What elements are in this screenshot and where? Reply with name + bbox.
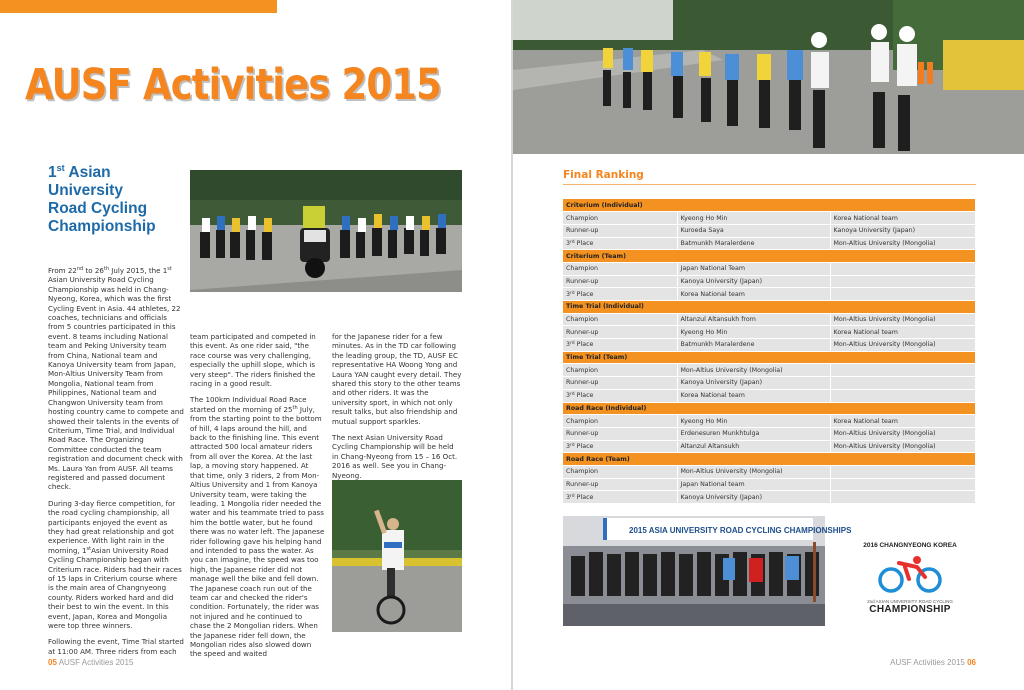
place-text: Runner-up xyxy=(566,379,599,387)
place-cell xyxy=(563,339,677,352)
table-row xyxy=(563,491,976,504)
group-heading: Time Trial (Individual) xyxy=(563,301,976,314)
text-span: From 22 xyxy=(48,266,77,275)
road-race-photo-image xyxy=(190,170,462,292)
name-cell: Mon-Altius University (Mongolia) xyxy=(677,465,830,478)
ranking-group-header xyxy=(563,301,976,314)
group-heading: Criterium (Team) xyxy=(563,250,976,263)
table-row xyxy=(563,364,976,377)
group-heading: Road Race (Team) xyxy=(563,453,976,466)
place-text: 3 xyxy=(566,341,571,349)
cyclist-icon xyxy=(875,553,945,593)
table-row xyxy=(563,389,976,402)
paragraph: for the Japanese rider for a few minutes. As in the TD car following the leading group, the TD, AUSF EC representative HA Woong Yong and Laura YAN caught every detail. They shared this story to the other teams and other riders. It was the university sport, in which not only result talks, but also friendship and mutual support sparkles. xyxy=(332,332,462,426)
final-ranking-table xyxy=(563,199,976,504)
logo-subtitle-line: 2nd ASIAN UNIVERSITY ROAD CYCLING xyxy=(867,599,953,604)
ordinal-number: 1 xyxy=(48,164,57,181)
table-row xyxy=(563,224,976,237)
heading-line1: Asian xyxy=(68,164,111,181)
heading-line3: Road Cycling xyxy=(48,200,148,217)
place-superscript: rd xyxy=(570,392,575,398)
place-cell xyxy=(563,491,677,504)
name-cell: Kanoya University (Japan) xyxy=(677,377,830,390)
paragraph: team participated and competed in this event. As one rider said, "the race course was very challenging, especially the uphill slope, which is very steep". The riders finished the racing in a good result. xyxy=(190,332,316,389)
table-row xyxy=(563,415,976,428)
page-footer-left xyxy=(48,658,133,667)
footer-text: AUSF Activities 2015 xyxy=(890,658,965,667)
place-superscript: rd xyxy=(570,442,575,448)
place-superscript: rd xyxy=(570,239,575,245)
place-text: Champion xyxy=(566,316,598,324)
team-cell: Mon-Altius University (Mongolia) xyxy=(830,313,976,326)
team-cell: Mon-Altius University (Mongolia) xyxy=(830,440,976,453)
place-cell xyxy=(563,275,677,288)
place-text: 3 xyxy=(566,290,571,298)
article-column-2 xyxy=(190,332,325,666)
table-row xyxy=(563,313,976,326)
place-text-rest: Place xyxy=(574,239,594,247)
heading-line4: Championship xyxy=(48,218,156,235)
group-heading: Time Trial (Team) xyxy=(563,351,976,364)
place-superscript: rd xyxy=(570,493,575,499)
place-text: 3 xyxy=(566,392,571,400)
text-span: Asian University Road Cycling Championship was held in Chang-Nyeong, Korea, which was the first Cycling Event in Asia. 44 athletes, 22 coaches, technicians and officials from 5 countries participated in this event. 8 teams including National team and Peking University team from China, National team and Kanoya University team from Japan, Mon-Altius University Team from Mongolia, National team from Philippines, National team and Changwon University team from hosting country came to compete and showed their talents in the events of Criterium, Time Trial, and Individual Road Race. The Organizing Committee conducted the team registration and document check with Ms. Laura Yan from AUSF. All teams registered and passed document check. xyxy=(48,275,184,492)
name-cell: Kyeong Ho Min xyxy=(677,415,830,428)
championship-logo xyxy=(845,536,975,626)
table-row xyxy=(563,440,976,453)
ranking-group-header xyxy=(563,351,976,364)
text-span: Asian University Road Cycling Championship began with Criterium race. Riders had their races of 15 laps in Criterium course where is the main area of Changnyeong county. Riders worked hard and did their best to win the event. In this event, Japan, Korea and Mongolia were top three winners. xyxy=(48,545,182,631)
place-text: Runner-up xyxy=(566,328,599,336)
superscript: th xyxy=(103,266,110,272)
team-cell: Kanoya University (Japan) xyxy=(830,224,976,237)
superscript: nd xyxy=(76,266,84,272)
place-cell xyxy=(563,288,677,301)
place-superscript: rd xyxy=(570,341,575,347)
left-page xyxy=(0,0,511,690)
paragraph xyxy=(48,499,184,631)
team-cell: Korea National team xyxy=(830,326,976,339)
ranking-group-header xyxy=(563,453,976,466)
team-cell: Korea National team xyxy=(830,415,976,428)
place-cell xyxy=(563,427,677,440)
name-cell: Kanoya University (Japan) xyxy=(677,275,830,288)
place-text: Champion xyxy=(566,468,598,476)
group-photo-image xyxy=(563,516,852,626)
banner-text: 2015 ASIA UNIVERSITY ROAD CYCLING CHAMPIONSHIPS xyxy=(629,526,852,535)
place-cell xyxy=(563,224,677,237)
table-row xyxy=(563,326,976,339)
text-span: During 3-day fierce competition, for the road cycling championship, all participants enjoyed the event as they had great relationship and got experience. With light rain in the morning, 1 xyxy=(48,498,176,555)
text-span: July 2015, the 1 xyxy=(109,266,168,275)
footer-text: AUSF Activities 2015 xyxy=(58,658,134,667)
logo-year-line: 2016 CHANGNYEONG KOREA xyxy=(863,542,957,549)
paragraph: Following the event, Time Trial started at 11:00 AM. Three riders from each xyxy=(48,637,184,656)
place-text: Champion xyxy=(566,265,598,273)
team-cell xyxy=(830,465,976,478)
place-text: 3 xyxy=(566,493,571,501)
team-cell xyxy=(830,288,976,301)
place-text-rest: Place xyxy=(574,290,594,298)
team-cell xyxy=(830,275,976,288)
place-cell xyxy=(563,440,677,453)
page-title: AUSF Activities 2015 xyxy=(25,60,441,110)
table-row xyxy=(563,339,976,352)
peloton-photo-image xyxy=(513,0,1024,154)
name-cell: Korea National team xyxy=(677,288,830,301)
superscript: st xyxy=(167,266,172,272)
place-cell xyxy=(563,364,677,377)
place-text-rest: Place xyxy=(574,341,594,349)
group-heading: Criterium (Individual) xyxy=(563,199,976,212)
final-ranking-title: Final Ranking xyxy=(563,169,644,181)
table-row xyxy=(563,427,976,440)
table-row xyxy=(563,237,976,250)
table-row xyxy=(563,275,976,288)
ranking-group-header xyxy=(563,402,976,415)
team-cell: Korea National team xyxy=(830,212,976,225)
team-cell: Mon-Altius University (Mongolia) xyxy=(830,237,976,250)
name-cell: Kuroeda Saya xyxy=(677,224,830,237)
ranking-table-body xyxy=(563,199,976,504)
article-heading xyxy=(48,164,188,236)
name-cell: Batmunkh Maralerdene xyxy=(677,339,830,352)
winner-celebration-photo-image xyxy=(332,480,462,632)
table-row xyxy=(563,288,976,301)
place-text-rest: Place xyxy=(574,442,594,450)
logo-championship-line: CHAMPIONSHIP xyxy=(869,604,951,615)
place-text: Champion xyxy=(566,214,598,222)
team-cell xyxy=(830,478,976,491)
right-page xyxy=(513,0,1024,690)
name-cell: Korea National team xyxy=(677,389,830,402)
paragraph xyxy=(48,266,184,492)
table-row xyxy=(563,377,976,390)
name-cell: Erdenesuren Munkhtulga xyxy=(677,427,830,440)
team-cell xyxy=(830,491,976,504)
place-cell xyxy=(563,377,677,390)
heading-line2: University xyxy=(48,182,123,199)
group-heading: Road Race (Individual) xyxy=(563,402,976,415)
ordinal-suffix: st xyxy=(56,163,65,173)
page-number: 05 xyxy=(48,658,57,667)
team-cell: Mon-Altius University (Mongolia) xyxy=(830,427,976,440)
place-cell xyxy=(563,326,677,339)
name-cell: Kyeong Ho Min xyxy=(677,212,830,225)
text-span: The 100km Individual Road Race started on the morning of 25 xyxy=(190,395,307,414)
team-cell xyxy=(830,377,976,390)
team-cell xyxy=(830,262,976,275)
place-text: Runner-up xyxy=(566,227,599,235)
place-cell xyxy=(563,465,677,478)
place-text: Champion xyxy=(566,366,598,374)
winner-celebration-photo xyxy=(332,480,462,632)
place-text: Champion xyxy=(566,417,598,425)
team-cell xyxy=(830,389,976,402)
place-text: Runner-up xyxy=(566,277,599,285)
place-text-rest: Place xyxy=(574,493,594,501)
ranking-group-header xyxy=(563,199,976,212)
place-cell xyxy=(563,262,677,275)
group-photo xyxy=(563,516,852,626)
road-race-photo xyxy=(190,170,462,292)
page-footer-right xyxy=(890,658,976,667)
name-cell: Japan National team xyxy=(677,478,830,491)
place-cell xyxy=(563,237,677,250)
table-row xyxy=(563,478,976,491)
name-cell: Kanoya University (Japan) xyxy=(677,491,830,504)
text-span: July, from the starting point to the bottom of hill, 4 laps around the hill, and back to the finishing line. This event attracted 500 local amateur riders from all over the Korea. At the last lap, a moving story happened. At that time, only 3 riders, 2 from Mon-Altius University and 1 from Kanoya University team, were taking the leading. 1 Mongolia rider needed the water and his teammate tried to pass him the bottle water, but he found there was no water left. The Japanese rider following gave his helping hand and intended to pass the water. As you can imagine, the speed was too high, the Japanese rider did not manage well the bike and fell down. The Japanese coach run out of the team car and checked the rider's condition. Fortunately, the rider was not injured and he continued to chase the 2 Mongolian riders. When the Japanese rider fell down, the Mongolian rides also slowed down the speed and waited xyxy=(190,404,325,659)
article-column-1 xyxy=(48,266,184,663)
place-cell xyxy=(563,415,677,428)
place-text: Runner-up xyxy=(566,430,599,438)
title-divider xyxy=(563,184,976,185)
ranking-group-header xyxy=(563,250,976,263)
peloton-photo xyxy=(513,0,1024,154)
paragraph: The next Asian University Road Cycling Championship will be held in Chang-Nyeong from 15 – 16 Oct. 2016 as well. See you in Chang-Nyeong. xyxy=(332,433,458,480)
paragraph xyxy=(190,395,325,658)
table-row xyxy=(563,212,976,225)
name-cell: Altanzul Altansukh xyxy=(677,440,830,453)
table-row xyxy=(563,262,976,275)
place-cell xyxy=(563,389,677,402)
table-row xyxy=(563,465,976,478)
place-text: Runner-up xyxy=(566,480,599,488)
name-cell: Kyeong Ho Min xyxy=(677,326,830,339)
name-cell: Altanzul Altansukh from xyxy=(677,313,830,326)
text-span: to 26 xyxy=(83,266,104,275)
place-text-rest: Place xyxy=(574,392,594,400)
name-cell: Mon-Altius University (Mongolia) xyxy=(677,364,830,377)
team-cell xyxy=(830,364,976,377)
top-accent-bar xyxy=(0,0,277,13)
superscript: th xyxy=(292,404,298,411)
place-cell xyxy=(563,212,677,225)
name-cell: Batmunkh Maralerdene xyxy=(677,237,830,250)
name-cell: Japan National Team xyxy=(677,262,830,275)
place-superscript: rd xyxy=(570,290,575,296)
article-column-3 xyxy=(332,332,462,487)
page-number: 06 xyxy=(967,658,976,667)
team-cell: Mon-Altius University (Mongolia) xyxy=(830,339,976,352)
place-text: 3 xyxy=(566,239,571,247)
place-text: 3 xyxy=(566,442,571,450)
place-cell xyxy=(563,313,677,326)
superscript: st xyxy=(86,545,92,552)
place-cell xyxy=(563,478,677,491)
